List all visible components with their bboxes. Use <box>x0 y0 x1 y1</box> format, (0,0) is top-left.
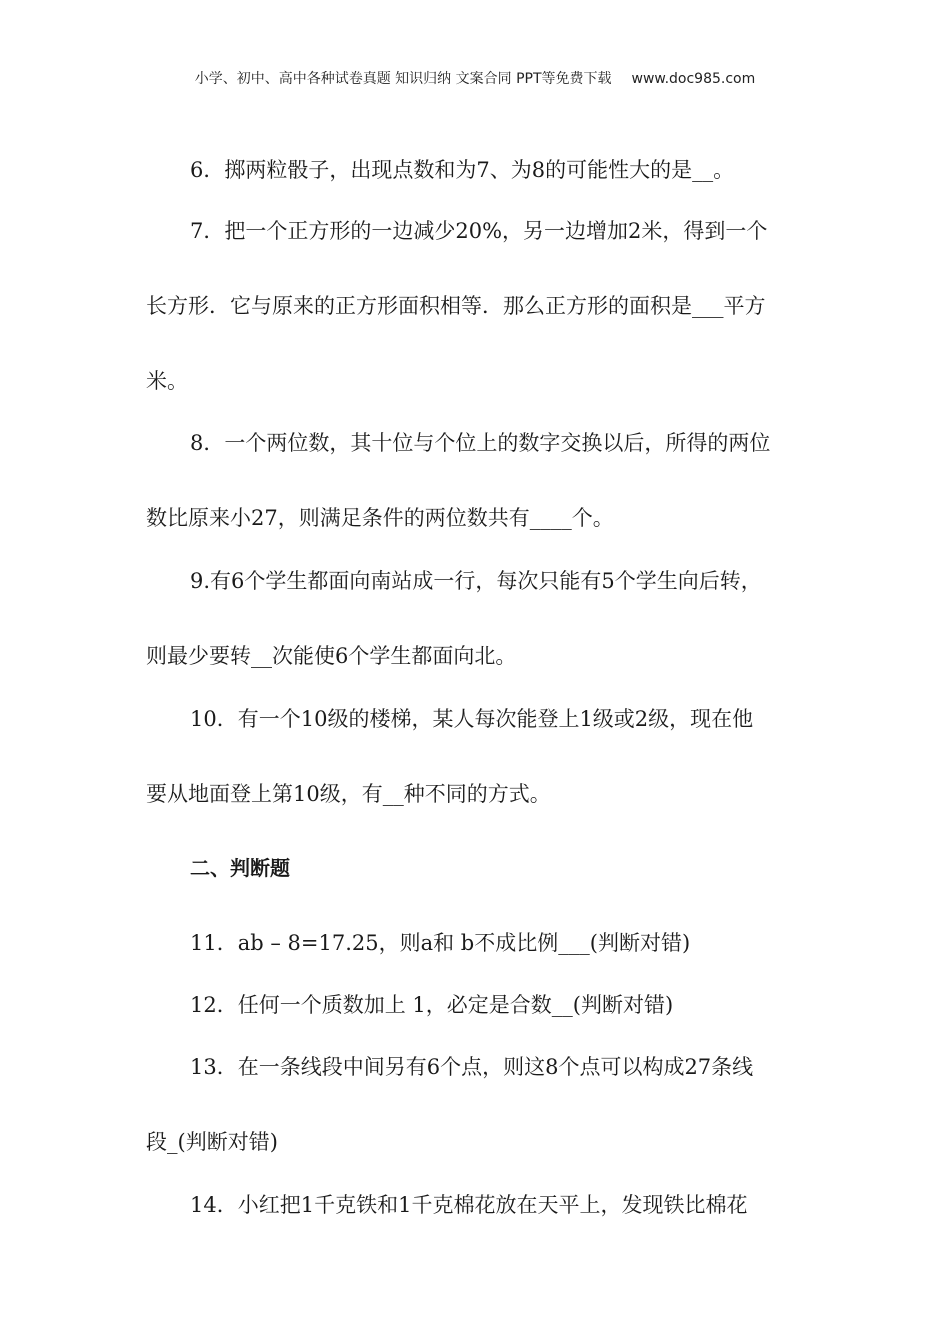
question-9-line-1: 9.有6个学生都面向南站成一行，每次只能有5个学生向后转， <box>190 569 762 593</box>
question-10-line-1: 10．有一个10级的楼梯，某人每次能登上1级或2级，现在他 <box>190 707 754 731</box>
page-header <box>0 68 950 88</box>
question-8-line-1: 8．一个两位数，其十位与个位上的数字交换以后，所得的两位 <box>190 431 771 455</box>
question-7-line-1: 7．把一个正方形的一边减少20%，另一边增加2米，得到一个 <box>190 219 768 243</box>
question-13-line-1: 13．在一条线段中间另有6个点，则这8个点可以构成27条线 <box>190 1055 754 1079</box>
question-10-line-2: 要从地面登上第10级，有__种不同的方式。 <box>146 782 551 806</box>
question-7-line-3: 米。 <box>146 369 188 393</box>
question-6: 6．掷两粒骰子，出现点数和为7、为8的可能性大的是__。 <box>190 158 735 182</box>
header-text: 小学、初中、高中各种试卷真题 知识归纳 文案合同 PPT等免费下载 <box>194 71 612 87</box>
question-11: 11．ab – 8=17.25，则a和 b不成比例___(判断对错) <box>190 931 691 955</box>
header-site: www.doc985.com <box>631 71 756 87</box>
section-heading-judgment: 二、判断题 <box>190 856 290 880</box>
question-7-line-2: 长方形．它与原来的正方形面积相等．那么正方形的面积是___平方 <box>146 294 766 318</box>
question-12: 12．任何一个质数加上 1，必定是合数__(判断对错) <box>190 993 674 1017</box>
question-8-line-2: 数比原来小27，则满足条件的两位数共有____个。 <box>146 506 614 530</box>
question-9-line-2: 则最少要转__次能使6个学生都面向北。 <box>146 644 517 668</box>
question-13-line-2: 段_(判断对错) <box>146 1130 278 1154</box>
question-14-line-1: 14．小红把1千克铁和1千克棉花放在天平上，发现铁比棉花 <box>190 1193 748 1217</box>
